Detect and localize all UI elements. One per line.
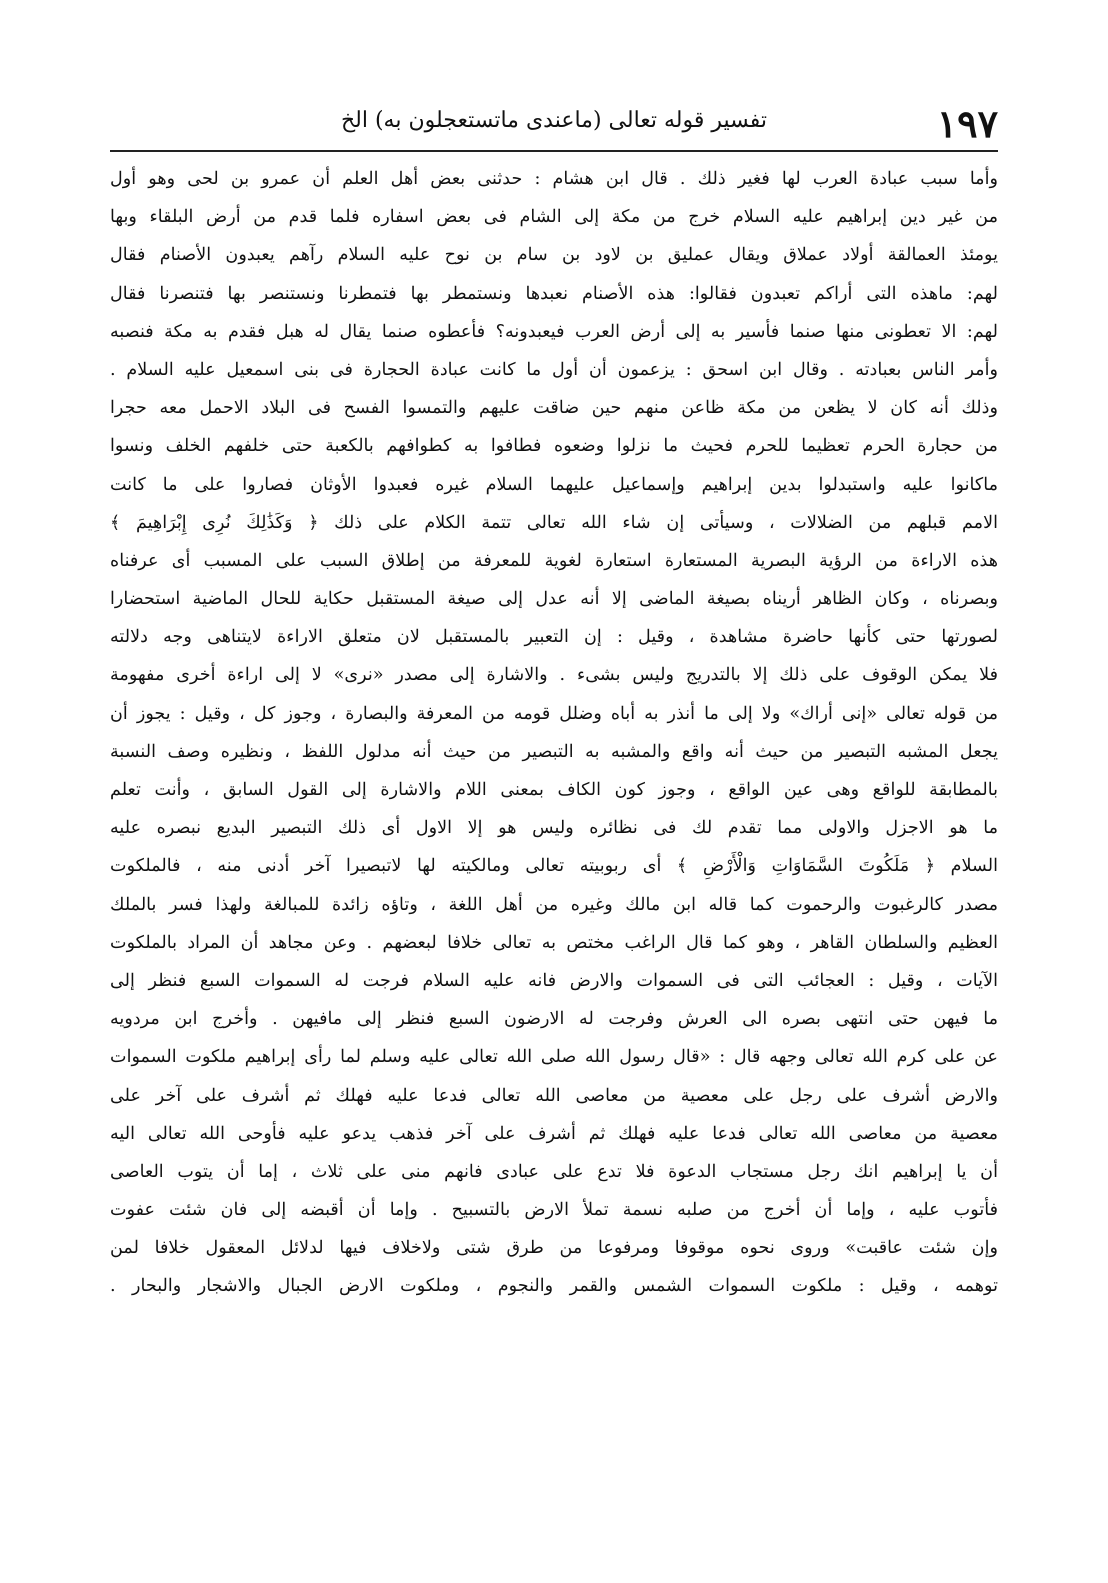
page-number: ١٩٧	[936, 101, 998, 146]
text-line: يومئذ العمالقة أولاد عملاق ويقال عمليق بن لاود بن سام بن نوح عليه السلام رآهم يعبدون الأصنام فقال	[110, 245, 998, 266]
text-line: وأما سبب عبادة العرب لها فغير ذلك . قال ابن هشام : حدثنى بعض أهل العلم أن عمرو بن لحى وهو أول	[110, 169, 998, 189]
text-line: من غير دين إبراهيم عليه السلام خرج من مكة إلى الشام فى بعض اسفاره فلما قدم من أرض البلقاء وبها	[110, 207, 998, 228]
text-line: لهم: الا تعطونى منها صنما فأسير به إلى أرض العرب فيعبدونه؟ فأعطوه صنما يقال له هبل فقدم به مكة فنصبه	[110, 321, 998, 342]
text-line: ماكانوا عليه واستبدلوا بدين إبراهيم وإسماعيل عليهما السلام غيره فعبدوا الأوثان فصاروا على ما كانت	[110, 474, 998, 495]
text-line: وإن شئت عاقبت» وروى نحوه موقوفا ومرفوعا من طرق شتى ولاخلاف فيها لدلائل المعقول خلافا لمن	[110, 1238, 998, 1259]
text-line: معصية من معاصى الله تعالى فدعا عليه فهلك ثم أشرف على آخر فذهب يدعو عليه فأوحى الله تعالى اليه	[110, 1123, 998, 1144]
text-line: يجعل المشبه التبصير من حيث أنه واقع والمشبه به التبصير من حيث أنه مدلول اللفظ ، ونظيره وصف النسبة	[110, 741, 998, 762]
text-line: بالمطابقة للواقع وهى عين الواقع ، وجوز كون الكاف بمعنى اللام والاشارة إلى القول السابق ، وأنت تعلم	[110, 780, 998, 800]
text-line: لصورتها حتى كأنها حاضرة مشاهدة ، وقيل : إن التعبير بالمستقبل لان متعلق الاراءة لايتناهى وجه دلالته	[110, 627, 998, 648]
text-line: ما هو الاجزل والاولى مما تقدم لك فى نظائره وليس هو إلا الاول أى ذلك التبصير البديع نبصره عليه	[110, 818, 998, 839]
text-line: عن على كرم الله تعالى وجهه قال : «قال رسول الله صلى الله تعالى عليه وسلم لما رأى إبراهيم ملكوت السموات	[110, 1047, 998, 1068]
text-line: ما فيهن حتى انتهى بصره الى العرش وفرجت له الارضون السبع فنظر إلى مافيهن . وأخرج ابن مردويه	[110, 1009, 998, 1030]
text-line: فأتوب عليه ، وإما أن أخرج من صلبه نسمة تملأ الارض بالتسبيح . وإما أن أقبضه إلى فان شئت عفوت	[110, 1200, 998, 1221]
text-line: من قوله تعالى «إنى أراك» ولا إلى ما أنذر به أباه وضلل قومه من المعرفة والبصارة ، وجوز كل ، وقيل : يجوز أن	[110, 703, 998, 724]
text-line: الامم قبلهم من الضلالات ، وسيأتى إن شاء الله تعالى تتمة الكلام على ذلك ﴿ وَكَذَٰلِكَ نُرِى إِبْرَاهِيمَ ﴾	[110, 512, 998, 533]
text-line: هذه الاراءة من الرؤية البصرية المستعارة استعارة لغوية للمعرفة من إطلاق السبب على المسبب أى عرفناه	[110, 550, 998, 571]
text-line: وبصرناه ، وكان الظاهر أريناه بصيغة الماضى إلا أنه عدل إلى صيغة المستقبل حكاية للحال الماضية استحضارا	[110, 589, 998, 610]
text-line: السلام ﴿ مَلَكُوتَ السَّمَاوَاتِ وَالْأَرْضِ ﴾ أى ربوبيته تعالى ومالكيته لها لاتبصيرا آخر أدنى منه ، فالملكوت	[110, 856, 998, 877]
text-line: الآيات ، وقيل : العجائب التى فى السموات والارض فانه عليه السلام فرجت له السموات السبع فنظر إلى	[110, 970, 998, 991]
body-text	[110, 160, 998, 1306]
text-line: فلا يمكن الوقوف على ذلك إلا بالتدريج وليس بشىء . والاشارة إلى مصدر «نرى» لا إلى اراءة أخرى مفهومة	[110, 665, 998, 686]
text-line: أن يا إبراهيم انك رجل مستجاب الدعوة فلا تدع على عبادى فانهم منى على ثلاث ، إما أن يتوب العاصى	[110, 1161, 998, 1182]
text-line: مصدر كالرغبوت والرحموت كما قاله ابن مالك وغيره من أهل اللغة ، وتاؤه زائدة للمبالغة ولهذا فسر بالملك	[110, 894, 998, 915]
header-rule	[110, 150, 998, 152]
page-header	[110, 92, 998, 152]
running-title: تفسير قوله تعالى (ماعندى ماتستعجلون به) الخ	[340, 108, 768, 133]
text-line: توهمه ، وقيل : ملكوت السموات الشمس والقمر والنجوم ، وملكوت الارض الجبال والاشجار والبحار .	[110, 1276, 998, 1297]
text-line: من حجارة الحرم تعظيما للحرم فحيث ما نزلوا وضعوه فطافوا به كطوافهم بالكعبة حتى خلفهم الخلف ونسوا	[110, 436, 998, 457]
text-line: وذلك أنه كان لا يظعن من مكة ظاعن منهم حين ضاقت عليهم والتمسوا الفسح فى البلاد الاحمل معه حجرا	[110, 398, 998, 419]
text-line: وأمر الناس بعبادته . وقال ابن اسحق : يزعمون أن أول ما كانت عبادة الحجارة فى بنى اسمعيل عليه السلام .	[110, 359, 998, 380]
text-line: العظيم والسلطان القاهر ، وهو كما قال الراغب مختص به تعالى خلافا لبعضهم . وعن مجاهد أن المراد بالملكوت	[110, 932, 998, 953]
text-line: والارض أشرف على رجل على معصية من معاصى الله تعالى فدعا عليه فهلك ثم أشرف على آخر على	[110, 1085, 998, 1106]
text-line: لهم: ماهذه التى أراكم تعبدون فقالوا: هذه الأصنام نعبدها ونستمطر بها فتمطرنا ونستنصر بها فتنصرنا فقال	[110, 283, 998, 304]
